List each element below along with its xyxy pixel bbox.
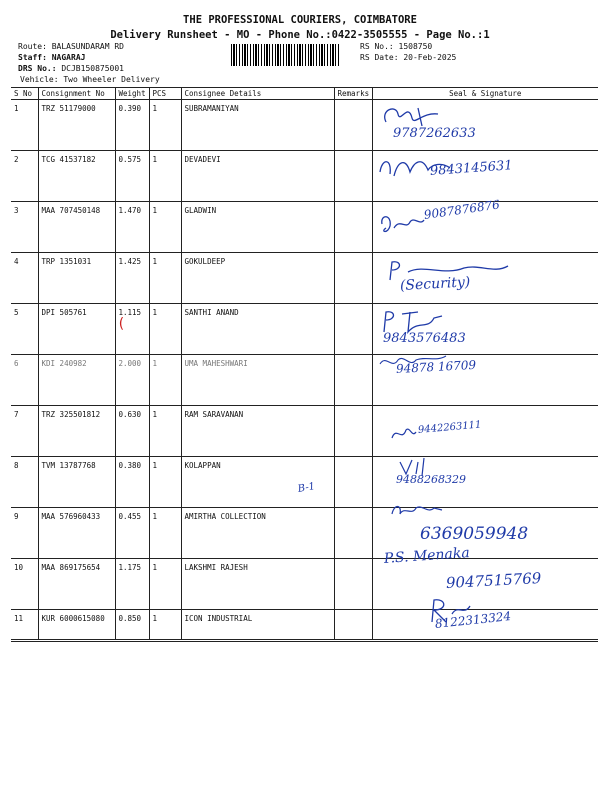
cell-consignee: SANTHI ANAND <box>181 304 334 355</box>
cell-sno: 6 <box>11 355 38 406</box>
cell-remarks <box>334 406 372 457</box>
cell-remarks <box>334 610 372 640</box>
cell-consignee: GLADWIN <box>181 202 334 253</box>
cell-weight: 0.380 <box>115 457 149 508</box>
cell-sno: 8 <box>11 457 38 508</box>
table-row <box>11 355 598 406</box>
cell-weight: 0.455 <box>115 508 149 559</box>
cell-consignee: RAM SARAVANAN <box>181 406 334 457</box>
handwritten-phone-2: 9843145631 <box>429 158 514 179</box>
col-signature: Seal & Signature <box>372 88 598 100</box>
cell-pcs: 1 <box>149 610 181 640</box>
cell-pcs: 1 <box>149 100 181 151</box>
cell-consignment: TRZ 51179000 <box>38 100 115 151</box>
cell-weight: 2.000 <box>115 355 149 406</box>
cell-consignment: TRP 1351031 <box>38 253 115 304</box>
cell-remarks <box>334 508 372 559</box>
cell-remarks <box>334 304 372 355</box>
cell-pcs: 1 <box>149 151 181 202</box>
cell-pcs: 1 <box>149 202 181 253</box>
runsheet-title: THE PROFESSIONAL COURIERS, COIMBATORE <box>183 14 417 26</box>
cell-sno: 11 <box>11 610 38 640</box>
handwritten-phone-3: 9087876876 <box>423 197 501 222</box>
rs-number: RS No.: 1508750 <box>360 42 433 51</box>
cell-sno: 7 <box>11 406 38 457</box>
cell-weight: 0.630 <box>115 406 149 457</box>
cell-consignee: UMA MAHESHWARI <box>181 355 334 406</box>
table-row <box>11 202 598 253</box>
bottom-rule <box>11 641 598 642</box>
cell-remarks <box>334 151 372 202</box>
col-consignee: Consignee Details <box>181 88 334 100</box>
drs-value: DCJB150875001 <box>61 64 124 73</box>
cell-weight: 0.390 <box>115 100 149 151</box>
cell-sno: 4 <box>11 253 38 304</box>
cell-consignment: TCG 41537182 <box>38 151 115 202</box>
cell-weight: 1.115 <box>115 304 149 355</box>
cell-consignee: SUBRAMANIYAN <box>181 100 334 151</box>
cell-pcs: 1 <box>149 559 181 610</box>
handwritten-phone-7: 9442263111 <box>417 419 482 436</box>
table-header-row <box>11 88 598 100</box>
col-consignment: Consignment No <box>38 88 115 100</box>
handwritten-note-b1: B-1 <box>297 481 316 495</box>
col-sno: S No <box>11 88 38 100</box>
cell-consignment: MAA 869175654 <box>38 559 115 610</box>
cell-remarks <box>334 253 372 304</box>
handwritten-phone-9: 6369059948 <box>420 524 529 544</box>
staff-value: NAGARAJ <box>51 53 86 62</box>
cell-remarks <box>334 559 372 610</box>
signature-row-9 <box>388 500 448 520</box>
cell-consignment: DPI 505761 <box>38 304 115 355</box>
cell-pcs: 1 <box>149 304 181 355</box>
runsheet-subtitle: Delivery Runsheet - MO - Phone No.:0422-3505555 - Page No.:1 <box>110 29 490 41</box>
cell-pcs: 1 <box>149 457 181 508</box>
cell-pcs: 1 <box>149 253 181 304</box>
cell-consignee: LAKSHMI RAJESH <box>181 559 334 610</box>
cell-consignment: MAA 707450148 <box>38 202 115 253</box>
col-weight: Weight <box>115 88 149 100</box>
table-row <box>11 100 598 151</box>
cell-consignee: ICON INDUSTRIAL <box>181 610 334 640</box>
table-row <box>11 304 598 355</box>
handwritten-phone-6: 94878 16709 <box>395 357 477 376</box>
cell-sno: 9 <box>11 508 38 559</box>
handwritten-phone-5: 9843576483 <box>383 331 466 346</box>
staff-label: Staff: <box>18 53 47 62</box>
vehicle-text: Vehicle: Two Wheeler Delivery <box>20 75 160 84</box>
drs-line <box>18 64 124 74</box>
col-pcs: PCS <box>149 88 181 100</box>
cell-weight: 0.575 <box>115 151 149 202</box>
cell-sno: 5 <box>11 304 38 355</box>
drs-label: DRS No.: <box>18 64 57 73</box>
table-row <box>11 406 598 457</box>
col-remarks: Remarks <box>334 88 372 100</box>
cell-pcs: 1 <box>149 355 181 406</box>
cell-consignee: GOKULDEEP <box>181 253 334 304</box>
cell-sno: 10 <box>11 559 38 610</box>
cell-consignee: AMIRTHA COLLECTION <box>181 508 334 559</box>
cell-remarks <box>334 100 372 151</box>
signature-row-3 <box>378 210 428 238</box>
handwritten-name-10: P.S. Menaka <box>383 545 471 567</box>
cell-consignment: TVM 13787768 <box>38 457 115 508</box>
cell-sno: 2 <box>11 151 38 202</box>
red-tick-mark: ( <box>117 316 126 332</box>
cell-remarks <box>334 202 372 253</box>
cell-pcs: 1 <box>149 508 181 559</box>
handwritten-phone-10: 9047515769 <box>445 569 542 592</box>
cell-consignment: MAA 576960433 <box>38 508 115 559</box>
rs-date: RS Date: 20-Feb-2025 <box>360 53 457 62</box>
barcode-image <box>231 44 341 66</box>
cell-remarks <box>334 355 372 406</box>
handwritten-note-4: (Security) <box>399 274 471 294</box>
cell-consignee: DEVADEVI <box>181 151 334 202</box>
handwritten-phone-1: 9787262633 <box>393 126 476 141</box>
route-text: Route: BALASUNDARAM RD <box>18 42 124 51</box>
cell-weight: 1.175 <box>115 559 149 610</box>
cell-remarks <box>334 457 372 508</box>
cell-weight: 1.470 <box>115 202 149 253</box>
cell-consignment: TRZ 325501812 <box>38 406 115 457</box>
cell-weight: 1.425 <box>115 253 149 304</box>
staff-line <box>18 53 85 63</box>
cell-consignment: KDI 240982 <box>38 355 115 406</box>
cell-consignment: KUR 6000615080 <box>38 610 115 640</box>
cell-pcs: 1 <box>149 406 181 457</box>
signature-row-7 <box>388 424 418 444</box>
cell-sno: 3 <box>11 202 38 253</box>
cell-weight: 0.850 <box>115 610 149 640</box>
cell-sno: 1 <box>11 100 38 151</box>
handwritten-phone-11: 8122313324 <box>434 609 512 631</box>
handwritten-phone-8: 9488268329 <box>396 473 466 486</box>
cell-consignee: KOLAPPAN <box>181 457 334 508</box>
